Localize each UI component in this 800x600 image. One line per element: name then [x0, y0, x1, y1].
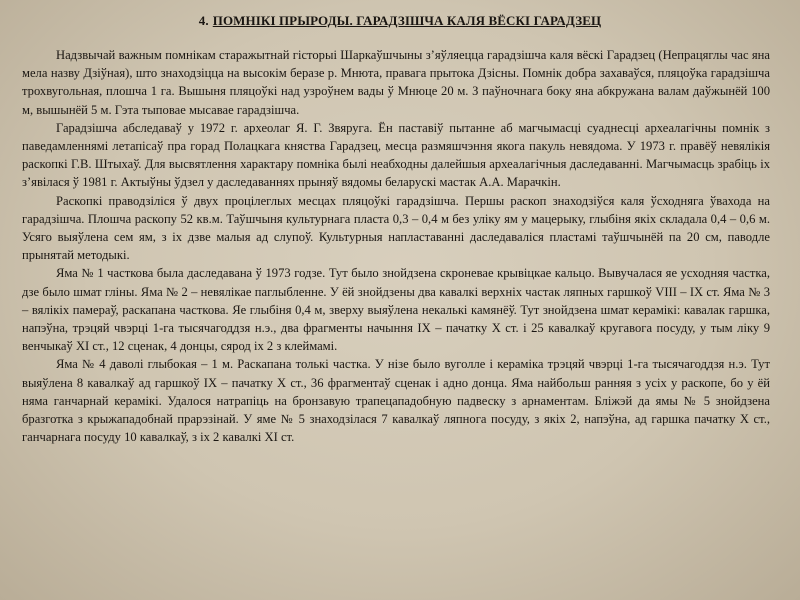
- document-body: [22, 42, 770, 446]
- title-number: 4.: [198, 13, 209, 28]
- paragraph: Яма № 1 часткова была даследавана ў 1973 годзе. Тут было знойдзена скроневае крывіцкае кальцо. Вывучалася яе усходняя частка, дзе было шмат гліны. Яма № 2 – невялікае паглыбленне. У ёй знойдзены два кавалкі верхніх частак ляпных гаршкоў VIII – IX ст. Яма № 3 – вялікіх памераў, раскапана часткова. Яе глыбіня 0,4 м, зверху выяўлена некалькі камянёў. Тут знойдзена шмат керамікі: кавалак гаршка, напэўна, трэцяй чвэрці 1-га тысячагоддзя н.э., два фрагменты начыння IX – пачатку X ст. і 25 кавалкаў кругавога посуду, у тым ліку 9 венчыкаў XI ст., 12 сценак, 4 донцы, сярод іх 2 з клеймамі.: [22, 266, 770, 354]
- paragraph: Раскопкі праводзіліся ў двух процілеглых месцах пляцоўкі гарадзішча. Першы раскоп знаходзіўся каля ўсходняга ўвахода на гарадзішча. Плошча раскопу 52 кв.м. Таўшчыня культурнага пласта 0,3 – 0,4 м без уліку ям у мацерыку, глыбіня якіх складала 0,4 – 0,6 м. Усяго выяўлена сем ям, з іх дзве малыя ад слупоў. Культурныя напластаванні даследаваліся пластамі таўшчынёй па 20 см, паводле прынятай методыкі.: [22, 193, 770, 263]
- title-text: ПОМНІКІ ПРЫРОДЫ. ГАРАДЗІШЧА КАЛЯ ВЁСКІ ГАРАДЗЕЦ: [212, 13, 602, 28]
- document-title: [0, 13, 800, 29]
- paragraph: Яма № 4 даволі глыбокая – 1 м. Раскапана толькі частка. У нізе было вуголле і кераміка трэцяй чвэрці 1-га тысячагоддзя н.э. Тут выяўлена 8 кавалкаў ад гаршкоў IX – пачатку X ст., 36 фрагментаў сценак і адно донца. Яма найбольш ранняя з усіх у раскопе, бо у ёй няма ганчарнай керамікі. Удалося натрапіць на бронзавую трапецападобную падвеску з арнаментам. Бліжэй да ямы № 5 знойдзена бразготка з крыжападобнай прарэзінай. У яме № 5 знаходзілася 7 кавалкаў ляпнога посуду, з якіх 2, напэўна, ад гаршка пачатку X ст., ганчарнага посуду 10 кавалкаў, з іх 2 кавалкі XI ст.: [22, 357, 770, 445]
- paragraph: Гарадзішча абследаваў у 1972 г. археолаг Я. Г. Звяруга. Ён паставіў пытанне аб магчымасці суаднесці археалагічны помнік з паведамленнямі летапісаў пра горад Полацкага княства Гарадзец, месца размяшчэння якога пакуль невядома. У 1973 г. правёў невялікія раскопкі Г.В. Штыхаў. Для высвятлення характару помніка былі неабходны далейшыя археалагічныя даследаванні. Магчымасць зрабіць іх з’явілася ў 1981 г. Актыўны ўдзел у даследаваннях прыняў вядомы беларускі мастак А.А. Марачкін.: [22, 120, 770, 190]
- paragraph: Надзвычай важным помнікам старажытнай гісторыі Шаркаўшчыны з’яўляецца гарадзішча каля вёскі Гарадзец (Непрацяглы час яна мела назву Дзіўная), што знаходзіцца на высокім беразе р. Мнюта, правага прытока Дзісны. Помнік добра захаваўся, пляцоўка гарадзішча трохвугольная, плошча 1 га. Вышыня пляцоўкі над узроўнем вады ў Мнюце 20 м. З паўночнага боку яна абкружана валам даўжынёй 100 м, вышынёй 5 м. Гэта тыповае мысавае гарадзішча.: [22, 48, 770, 117]
